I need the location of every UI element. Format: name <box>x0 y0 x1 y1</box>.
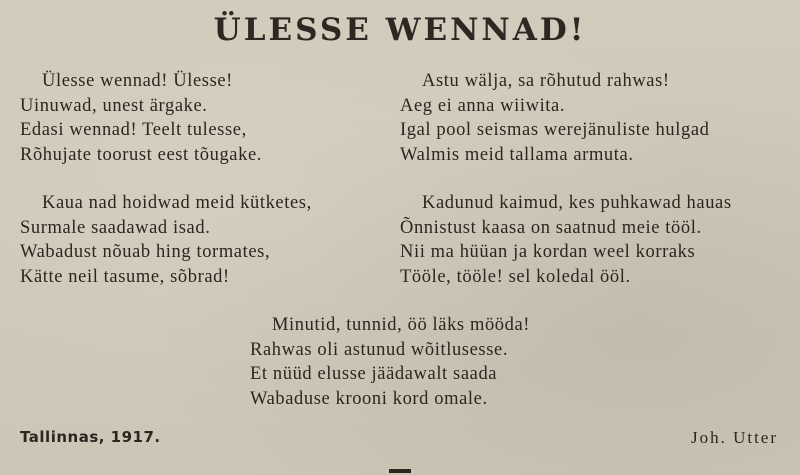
stanza-5 <box>250 313 530 411</box>
stanza-line: Kadunud kaimud, kes puhkawad hauas <box>422 193 732 213</box>
stanza-2 <box>20 191 312 289</box>
place-date: Tallinnas, 1917. <box>20 428 161 446</box>
stanza-line: Minutid, tunnid, öö läks mööda! <box>272 315 531 335</box>
stanza-line: Surmale saadawad isad. <box>20 217 211 238</box>
author-signature: Joh. Utter <box>690 428 778 447</box>
stanza-3 <box>400 69 709 167</box>
stanza-line: Tööle, tööle! sel koledal ööl. <box>400 266 631 287</box>
stanza-line: Kätte neil tasume, sõbrad! <box>20 266 230 287</box>
stanza-line: Wabaduse krooni kord omale. <box>250 388 488 409</box>
stanza-4 <box>400 191 732 289</box>
stanza-line: Nii ma hüüan ja kordan weel korraks <box>400 242 696 262</box>
poem-title: ÜLESSE WENNAD! <box>213 12 587 48</box>
stanza-line: Uinuwad, unest ärgake. <box>20 95 208 116</box>
stanza-line: Rõhujate toorust eest tõugake. <box>20 144 263 165</box>
stanza-line: Walmis meid tallama armuta. <box>400 144 634 165</box>
stanza-line: Ülesse wennad! Ülesse! <box>42 71 233 91</box>
stanza-line: Astu wälja, sa rõhutud rahwas! <box>422 71 670 91</box>
stanza-line: Kaua nad hoidwad meid kütketes, <box>42 193 312 213</box>
stanza-line: Et nüüd elusse jäädawalt saada <box>250 364 498 384</box>
stanza-line: Aeg ei anna wiiwita. <box>400 95 566 116</box>
stanza-line: Wabadust nõuab hing tormates, <box>20 242 271 262</box>
stanza-line: Edasi wennad! Teelt tulesse, <box>20 120 247 140</box>
stanza-line: Rahwas oli astunud wõitlusesse. <box>250 339 509 360</box>
stanza-line: Igal pool seismas werejänuliste hulgad <box>400 120 710 140</box>
page-ornament-mark <box>389 469 411 473</box>
stanza-1 <box>20 69 262 167</box>
stanza-line: Õnnistust kaasa on saatnud meie tööl. <box>400 217 702 238</box>
